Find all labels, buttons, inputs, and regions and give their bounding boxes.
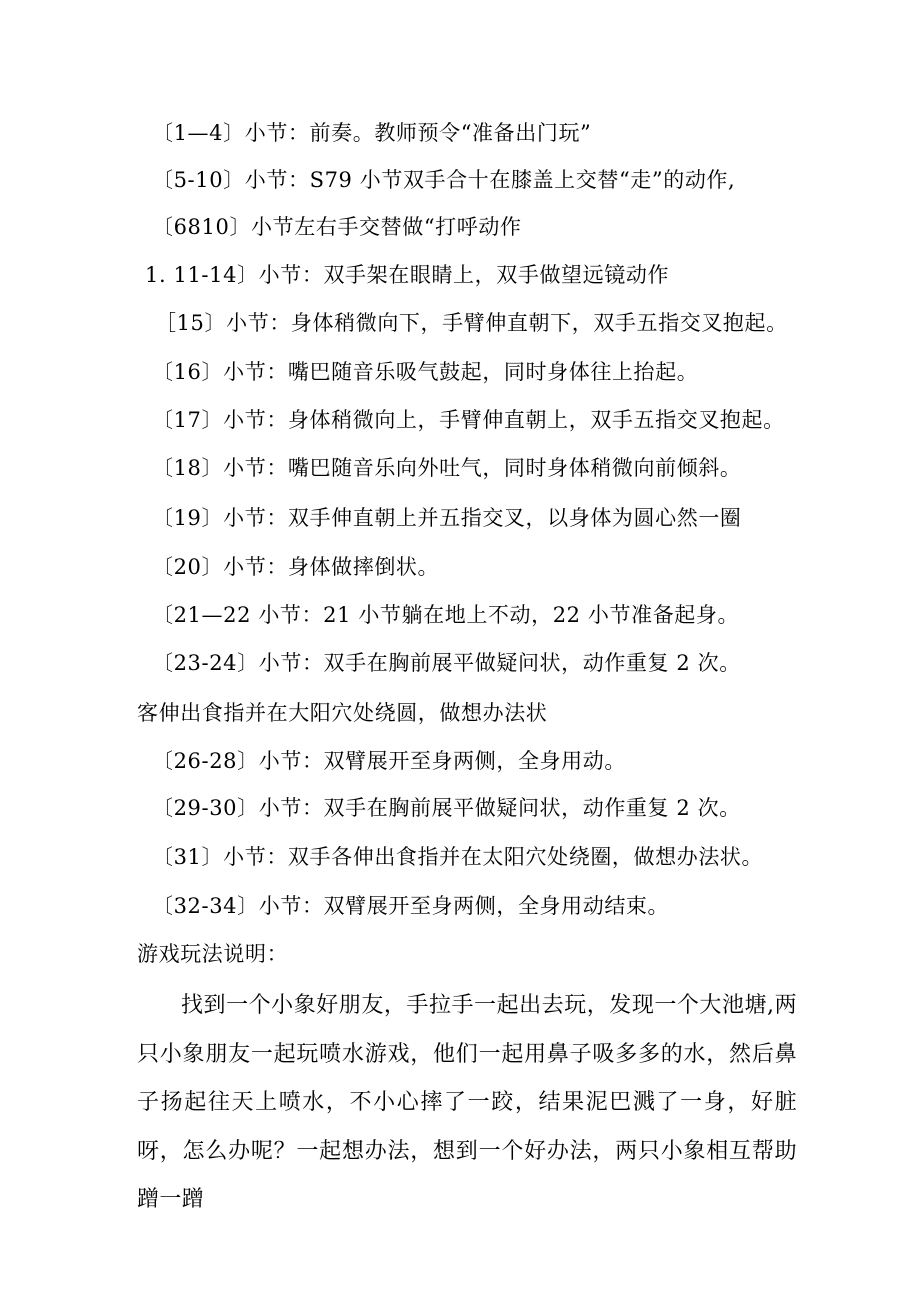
text-line-bar-20: 〔20〕小节：身体做摔倒状。 [152,555,440,579]
text-line-bar-15: ［15〕小节：身体稍微向下，手臂伸直朝下，双手五指交叉抱起。 [155,311,788,335]
text-line-bars-26-28: 〔26-28〕小节：双臂展开至身两侧，全身用动。 [152,749,626,773]
text-line-bar-19: 〔19〕小节：双手伸直朝上并五指交叉，以身体为圆心然一圈 [152,506,742,530]
text-line-bars-11-14: 1. 11-14〕小节：双手架在眼睛上，双手做望远镜动作 [145,263,670,287]
text-line-bar-16: 〔16〕小节：嘴巴随音乐吸气鼓起，同时身体往上抬起。 [152,360,699,384]
text-line-bar-25: 客伸出食指并在大阳穴处绕圆，做想办法状 [137,701,548,725]
text-line-bars-5-10: 〔5-10〕小节：S79 小节双手合十在膝盖上交替“走”的动作, [152,168,736,192]
text-line-bar-17: 〔17〕小节：身体稍微向上，手臂伸直朝上，双手五指交叉抱起。 [152,408,785,432]
section-heading: 游戏玩法说明： [137,942,289,966]
text-line-bars-32-34: 〔32-34〕小节：双臂展开至身两侧，全身用动结束。 [152,894,670,918]
text-line-bars-6810: 〔6810〕小节左右手交替做“打呼动作 [152,215,522,239]
text-line-bars-1-4: 〔1—4〕小节：前奏。教师预令“准备出门玩” [152,121,592,145]
text-line-bar-18: 〔18〕小节：嘴巴随音乐向外吐气，同时身体稍微向前倾斜。 [152,456,742,480]
text-line-bars-21-22: 〔21—22 小节：21 小节躺在地上不动，22 小节准备起身。 [152,603,740,627]
text-line-bars-29-30: 〔29-30〕小节：双手在胸前展平做疑问状，动作重复 2 次。 [152,796,741,820]
game-description-paragraph: 找到一个小象好朋友，手拉手一起出去玩，发现一个大池塘,两只小象朋友一起玩喷水游戏，他们一起用鼻子吸多多的水，然后鼻子扬起往天上喷水，不小心摔了一跤，结果泥巴溅了一身，好脏呀，怎么办呢？一起想办法，想到一个好办法，两只小象相互帮助蹭一蹭 [137,993,797,1212]
text-line-bar-31: 〔31〕小节：双手各伸出食指并在太阳穴处绕圈，做想办法状。 [152,845,764,869]
text-line-bars-23-24: 〔23-24〕小节：双手在胸前展平做疑问状，动作重复 2 次。 [152,651,741,675]
